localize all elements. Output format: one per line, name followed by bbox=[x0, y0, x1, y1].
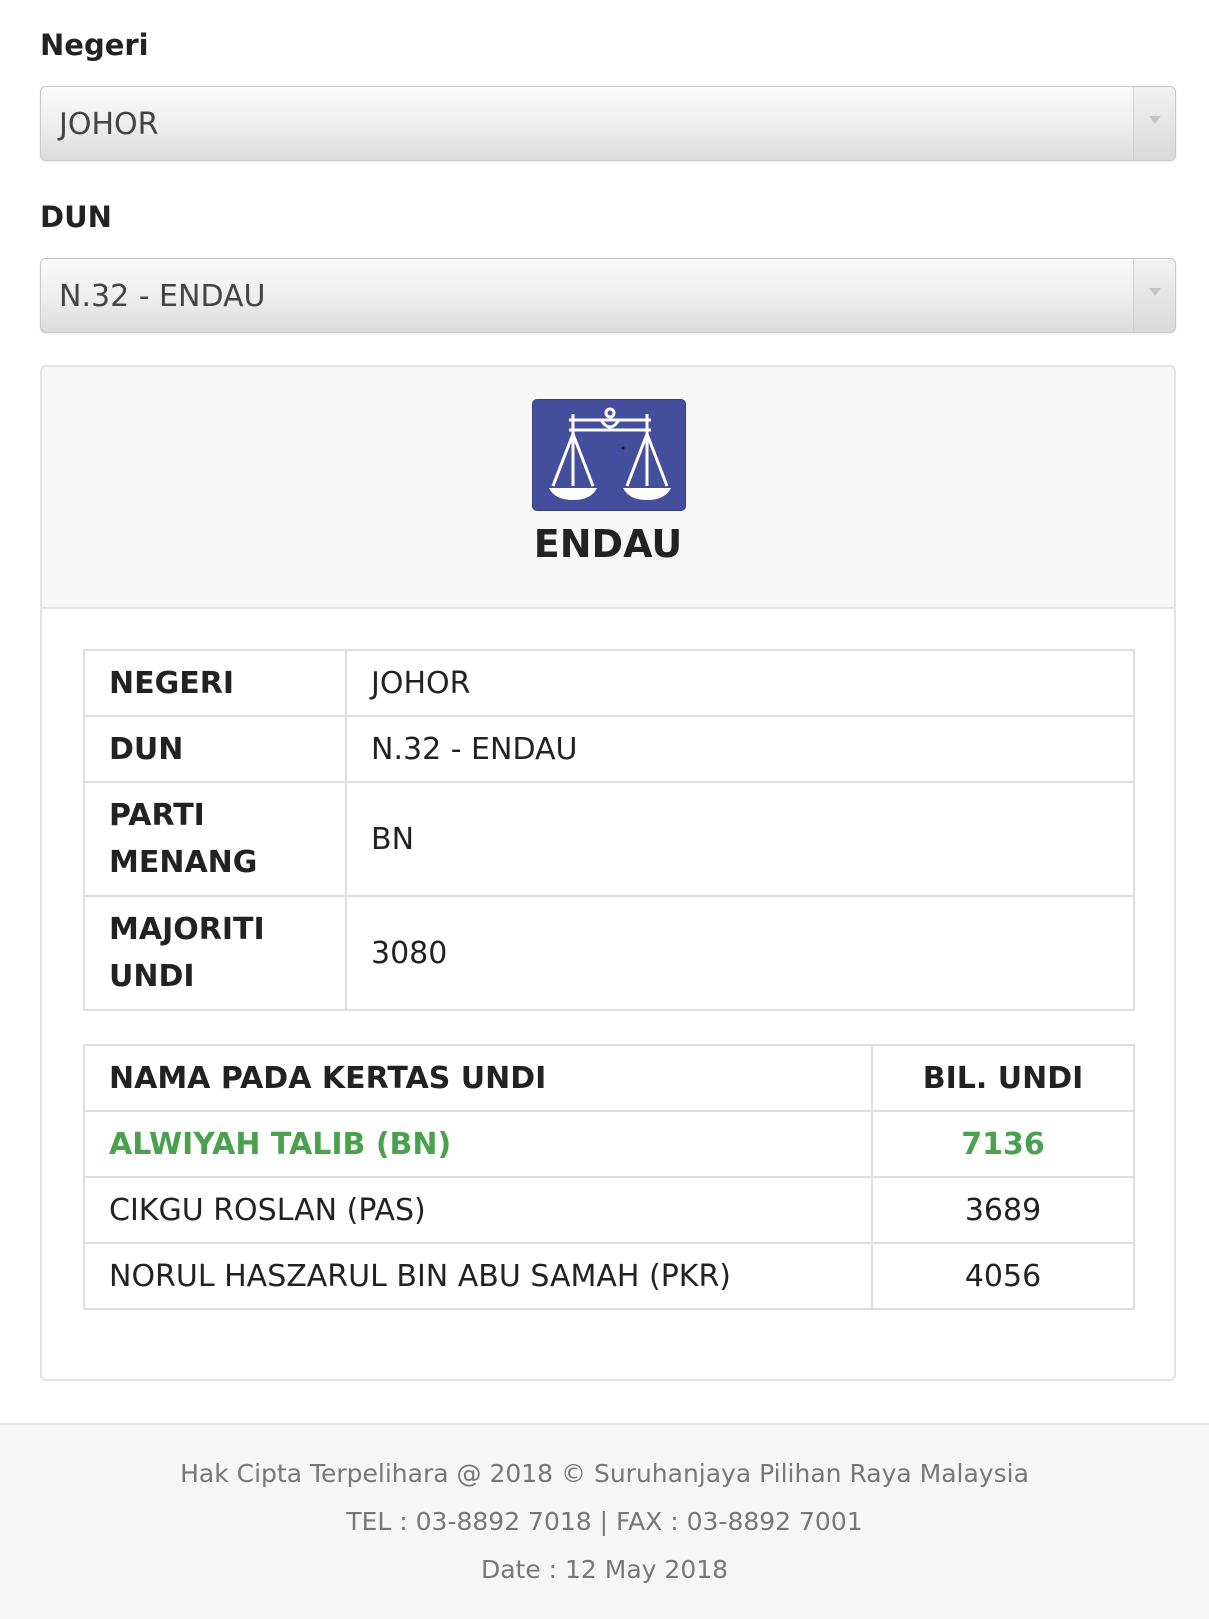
info-key: NEGERI bbox=[84, 650, 346, 716]
vote-count: 3689 bbox=[872, 1177, 1134, 1243]
chevron-down-icon bbox=[1148, 287, 1162, 297]
negeri-label: Negeri bbox=[40, 28, 149, 62]
candidate-name: CIKGU ROSLAN (PAS) bbox=[84, 1177, 872, 1243]
dun-select-value: N.32 - ENDAU bbox=[59, 279, 266, 314]
info-row-parti-menang bbox=[84, 782, 1134, 896]
vote-count: 4056 bbox=[872, 1243, 1134, 1309]
dun-dropdown-arrow[interactable] bbox=[1133, 259, 1175, 332]
info-value: JOHOR bbox=[346, 650, 1134, 716]
table-row bbox=[84, 1111, 1134, 1177]
dun-label: DUN bbox=[40, 200, 112, 234]
table-row bbox=[84, 1177, 1134, 1243]
info-key: DUN bbox=[84, 716, 346, 782]
info-key-line: MENANG bbox=[109, 845, 258, 880]
bn-scales-logo-icon bbox=[533, 400, 687, 512]
card-header bbox=[42, 367, 1174, 609]
footer-copyright: Hak Cipta Terpelihara @ 2018 © Suruhanjaya Pilihan Raya Malaysia bbox=[180, 1459, 1029, 1488]
info-value: 3080 bbox=[346, 896, 1134, 1010]
negeri-dropdown-arrow[interactable] bbox=[1133, 87, 1175, 160]
info-row-majoriti-undi bbox=[84, 896, 1134, 1010]
footer-contact: TEL : 03-8892 7018 | FAX : 03-8892 7001 bbox=[346, 1507, 863, 1536]
negeri-select[interactable] bbox=[40, 86, 1176, 161]
column-header-count: BIL. UNDI bbox=[872, 1045, 1134, 1111]
info-value: N.32 - ENDAU bbox=[346, 716, 1134, 782]
info-key-line: MAJORITI bbox=[109, 912, 265, 947]
table-row bbox=[84, 1243, 1134, 1309]
area-title: ENDAU bbox=[533, 522, 683, 566]
result-card bbox=[40, 365, 1176, 1381]
footer bbox=[0, 1423, 1209, 1619]
dun-select[interactable] bbox=[40, 258, 1176, 333]
info-key bbox=[84, 896, 346, 1010]
info-row-dun bbox=[84, 716, 1134, 782]
info-key-line: UNDI bbox=[109, 959, 195, 994]
footer-date: Date : 12 May 2018 bbox=[480, 1555, 729, 1584]
result-header-row bbox=[84, 1045, 1134, 1111]
chevron-down-icon bbox=[1148, 115, 1162, 125]
candidate-name: ALWIYAH TALIB (BN) bbox=[84, 1111, 872, 1177]
result-table bbox=[83, 1044, 1135, 1310]
info-key bbox=[84, 782, 346, 896]
info-table bbox=[83, 649, 1135, 1011]
info-key-line: PARTI bbox=[109, 798, 205, 833]
column-header-name: NAMA PADA KERTAS UNDI bbox=[84, 1045, 872, 1111]
info-value: BN bbox=[346, 782, 1134, 896]
candidate-name: NORUL HASZARUL BIN ABU SAMAH (PKR) bbox=[84, 1243, 872, 1309]
party-logo bbox=[532, 399, 686, 511]
negeri-select-value: JOHOR bbox=[59, 107, 159, 142]
vote-count: 7136 bbox=[872, 1111, 1134, 1177]
info-row-negeri bbox=[84, 650, 1134, 716]
